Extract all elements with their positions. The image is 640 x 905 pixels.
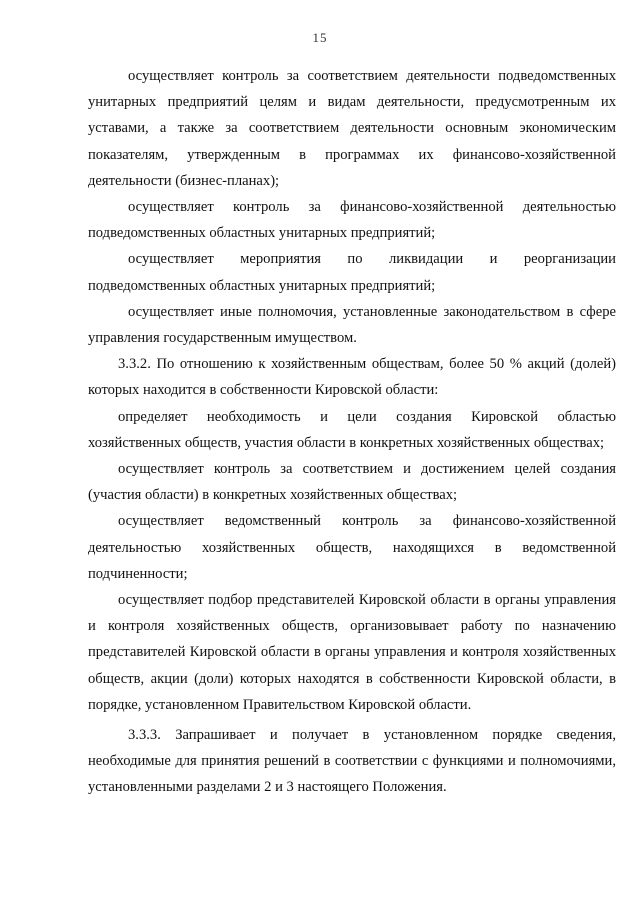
paragraph-financial-control: осуществляет контроль за финансово-хозяйственной деятельностью подведомственных областных унитарных предприятий; [88, 199, 616, 242]
document-body [88, 63, 616, 801]
paragraph-determines-need: определяет необходимость и цели создания Кировской областью хозяйственных обществ, участия области в конкретных хозяйственных обществах; [88, 408, 616, 451]
paragraph-liquidation: осуществляет мероприятия по ликвидации и реорганизации подведомственных областных унитарных предприятий; [88, 251, 616, 294]
paragraph-section-3-3-3: 3.3.3. Запрашивает и получает в установленном порядке сведения, необходимые для принятия решений в соответствии с функциями и полномочиями, установленными разделами 2 и 3 настоящего Положения. [88, 727, 616, 796]
paragraph-goals-control: осуществляет контроль за соответствием и достижением целей создания (участия области) в конкретных хозяйственных обществах; [88, 461, 616, 504]
page-number: 15 [312, 30, 328, 45]
paragraph-departmental-control: осуществляет ведомственный контроль за финансово-хозяйственной деятельностью хозяйственных обществ, находящихся в ведомственной подчиненности; [88, 513, 616, 582]
paragraph-representatives: осуществляет подбор представителей Кировской области в органы управления и контроля хозяйственных обществ, организовывает работу по назначению представителей Кировской области в органы управления и контроля хозяйственных обществ, акции (доли) которых находятся в собственности Кировской области, в порядке, установленном Правительством Кировской области. [88, 592, 616, 713]
paragraph-section-3-3-2: 3.3.2. По отношению к хозяйственным обществам, более 50 % акций (долей) которых находится в собственности Кировской области: [88, 356, 616, 399]
paragraph-other-powers: осуществляет иные полномочия, установленные законодательством в сфере управления государственным имуществом. [88, 303, 616, 347]
paragraph-unitary-enterprise-control: осуществляет контроль за соответствием деятельности подведомственных унитарных предприятий целям и видам деятельности, предусмотренным их уставами, а также за соответствием деятельности основным экономическим показателям, утвержденным в программах их финансово-хозяйственной деятельности (бизнес-планах); [88, 68, 616, 189]
